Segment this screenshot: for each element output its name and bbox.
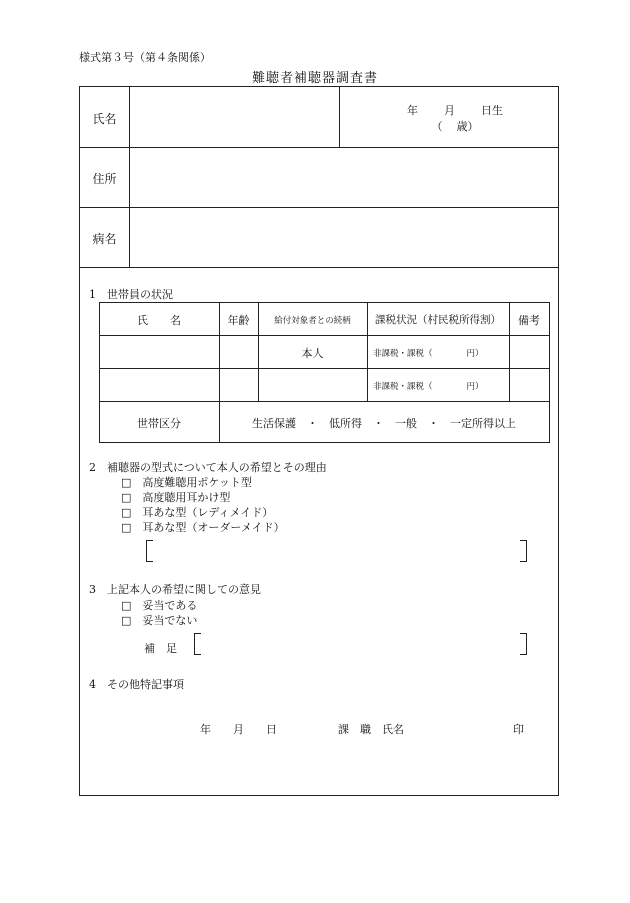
disease-label: 病名	[92, 232, 117, 246]
form-number: 様式第３号（第４条関係）	[79, 51, 211, 64]
column-divider	[339, 87, 340, 147]
option-behind-ear-type[interactable]: □ 高度聴用耳かけ型	[121, 491, 231, 504]
table-border	[99, 401, 550, 402]
section1-title: 1 世帯員の状況	[89, 288, 173, 301]
row-divider	[80, 147, 558, 148]
supplement-bracket-right	[520, 633, 527, 655]
column-header-name: 氏 名	[137, 314, 181, 327]
table-border	[99, 442, 550, 443]
tax-cell: 非課税・課税（ 円）	[373, 349, 484, 359]
survey-form	[79, 86, 559, 796]
age-label: 歳）	[456, 120, 479, 133]
household-table	[99, 302, 550, 443]
supplement-bracket-left	[194, 633, 201, 655]
row-divider	[80, 267, 558, 268]
household-category-label: 世帯区分	[137, 417, 181, 430]
option-custom-made-type[interactable]: □ 耳あな型（オーダーメイド）	[121, 521, 285, 534]
address-label: 住所	[92, 172, 117, 186]
table-border	[99, 335, 550, 336]
reason-bracket-right	[520, 540, 527, 562]
row-divider	[80, 207, 558, 208]
name-label: 氏名	[92, 112, 117, 126]
reason-bracket-left	[146, 540, 153, 562]
signature-date: 年 月 日	[200, 723, 277, 736]
tax-cell: 非課税・課税（ 円）	[373, 382, 484, 392]
option-ready-made-type[interactable]: □ 耳あな型（レディメイド）	[121, 506, 274, 519]
birthdate-field[interactable]	[352, 102, 558, 118]
month-label: 月	[444, 104, 455, 117]
official-name-label: 課 職 氏名	[338, 723, 404, 736]
option-appropriate[interactable]: □ 妥当である	[121, 599, 198, 612]
age-field[interactable]	[352, 118, 558, 134]
section3-title: 3 上記本人の希望に関しての意見	[89, 583, 261, 596]
table-border	[99, 368, 550, 369]
seal-mark: 印	[513, 723, 524, 736]
table-border	[99, 302, 550, 303]
household-category-options[interactable]: 生活保護 ・ 低所得 ・ 一般 ・ 一定所得以上	[252, 417, 516, 430]
relation-cell: 本人	[301, 347, 324, 360]
option-pocket-type[interactable]: □ 高度難聴用ポケット型	[121, 476, 252, 489]
column-header-notes: 備考	[518, 314, 540, 327]
column-divider	[129, 87, 130, 267]
document-title: 難聴者補聴器調査書	[251, 71, 378, 86]
option-not-appropriate[interactable]: □ 妥当でない	[121, 614, 198, 627]
year-label: 年	[407, 104, 418, 117]
supplement-label: 補 足	[144, 642, 177, 655]
table-border	[549, 302, 550, 443]
column-header-age: 年齢	[227, 314, 250, 327]
column-header-relation: 給付対象者との続柄	[274, 316, 351, 326]
column-header-tax: 課税状況（村民税所得割）	[375, 314, 501, 326]
age-open: （	[431, 120, 443, 133]
section2-title: 2 補聴器の型式について本人の希望とその理由	[89, 461, 327, 474]
section4-title: 4 その他特記事項	[89, 678, 184, 691]
birthday-label: 日生	[481, 104, 503, 117]
